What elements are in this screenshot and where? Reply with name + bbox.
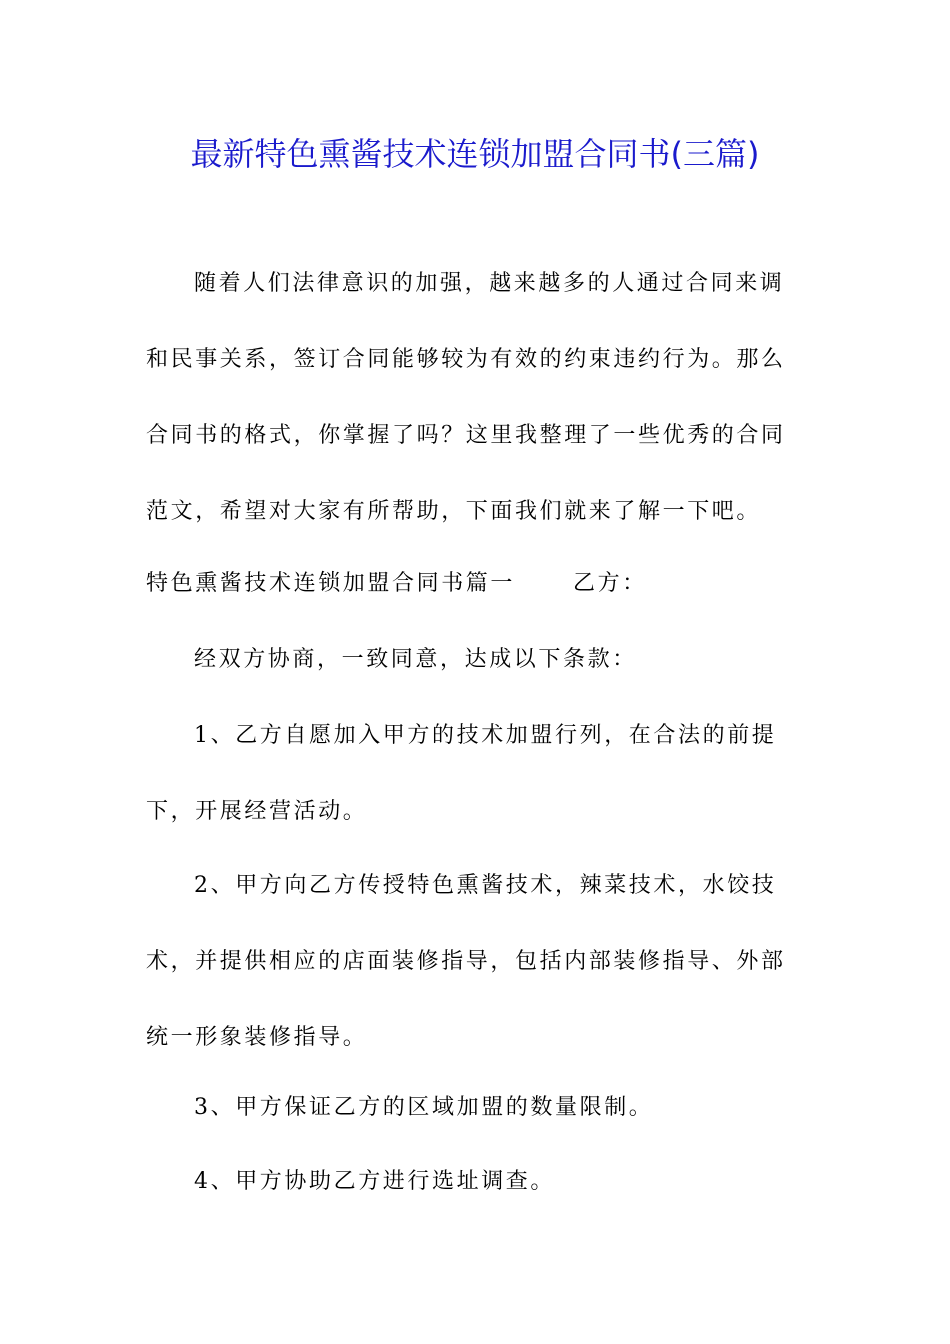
agreement-line: 经双方协商，一致同意，达成以下条款： xyxy=(194,647,637,672)
section-heading: 特色熏酱技术连锁加盟合同书篇一 xyxy=(146,571,516,596)
clause-4: 4、甲方协助乙方进行选址调查。 xyxy=(194,1169,555,1194)
party-b-label: 乙方： xyxy=(573,571,647,596)
clause-1: 1、乙方自愿加入甲方的技术加盟行列，在合法的前提下，开展经营活动。 xyxy=(146,723,777,824)
section-heading-line xyxy=(146,560,647,608)
document-title: 最新特色熏酱技术连锁加盟合同书(三篇) xyxy=(190,135,760,173)
intro-paragraph: 随着人们法律意识的加强，越来越多的人通过合同来调和民事关系，签订合同能够较为有效的约束违约行为。那么合同书的格式，你掌握了吗？这里我整理了一些优秀的合同范文，希望对大家有所帮助，下面我们就来了解一下吧。 xyxy=(146,271,786,524)
clause-3: 3、甲方保证乙方的区域加盟的数量限制。 xyxy=(194,1095,654,1120)
clause-2: 2、甲方向乙方传授特色熏酱技术，辣菜技术，水饺技术，并提供相应的店面装修指导，包括内部装修指导、外部统一形象装修指导。 xyxy=(146,873,786,1050)
